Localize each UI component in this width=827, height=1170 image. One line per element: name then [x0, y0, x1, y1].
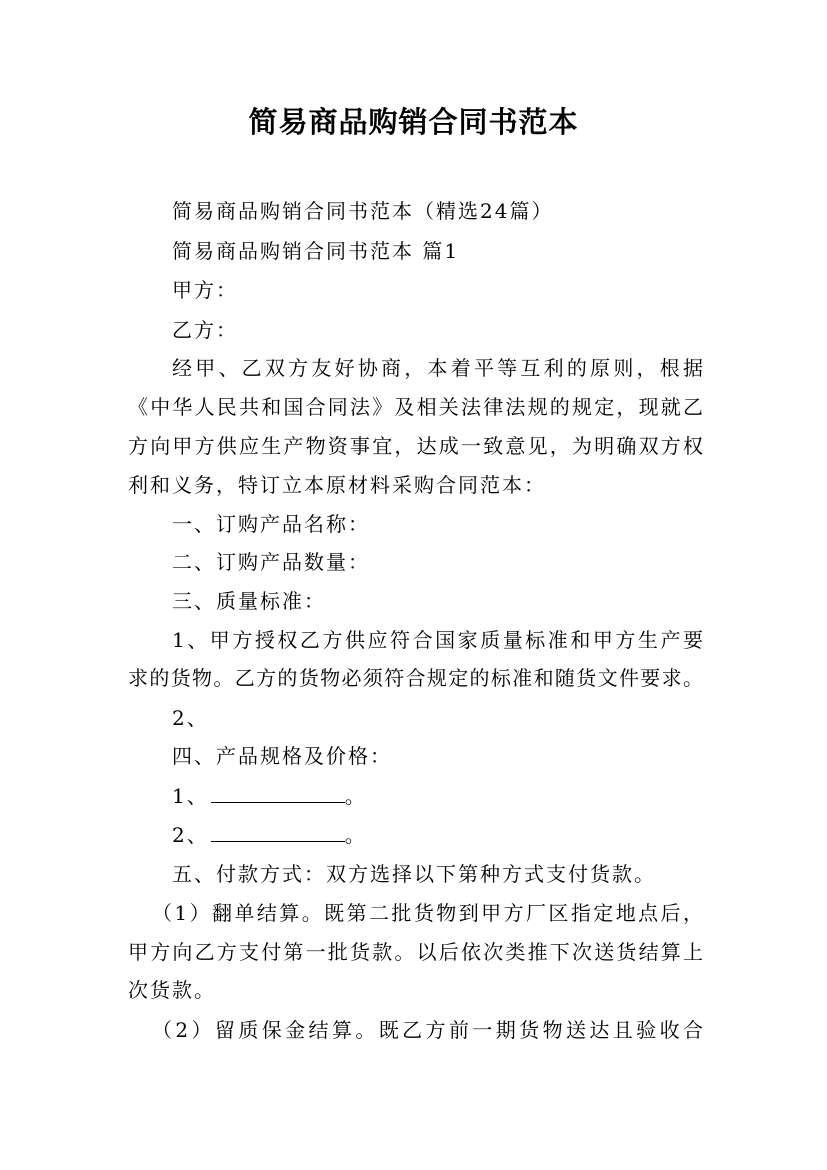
list-item: 2、: [172, 706, 209, 730]
paragraph-line: 《中华人民共和国合同法》及相关法律法规的规定，现就乙: [128, 395, 703, 419]
blank-list-item: [172, 821, 367, 849]
fill-in-blank: [211, 782, 345, 803]
clause-heading: 四、产品规格及价格：: [172, 744, 392, 768]
paragraph-line: 求的货物。乙方的货物必须符合规定的标准和随货文件要求。: [128, 666, 703, 690]
subtitle-line: 简易商品购销合同书范本（精选24篇）: [172, 199, 554, 223]
paragraph-line: 1、甲方授权乙方供应符合国家质量标准和甲方生产要: [172, 628, 703, 652]
list-number: 2、: [172, 823, 209, 847]
party-a-label: 甲方：: [172, 278, 238, 302]
section-heading: 简易商品购销合同书范本 篇1: [172, 239, 460, 263]
paragraph-line: 甲方向乙方支付第一批货款。以后依次类推下次送货结算上: [128, 940, 703, 964]
document-title: 简易商品购销合同书范本: [248, 105, 579, 139]
clause-heading: 五、付款方式：双方选择以下第种方式支付货款。: [172, 862, 656, 886]
paragraph-line: 方向甲方供应生产物资事宜，达成一致意见，为明确双方权: [128, 434, 703, 458]
fill-in-blank: [211, 821, 345, 842]
paragraph-line: （1）翻单结算。既第二批货物到甲方厂区指定地点后，: [152, 901, 703, 925]
blank-list-item: [172, 782, 367, 810]
party-b-label: 乙方：: [172, 318, 238, 342]
list-end-mark: 。: [344, 784, 367, 808]
clause-heading: 三、质量标准：: [172, 589, 326, 613]
clause-heading: 二、订购产品数量：: [172, 550, 370, 574]
paragraph-line: （2）留质保金结算。既乙方前一期货物送达且验收合: [152, 1018, 703, 1042]
list-end-mark: 。: [344, 823, 367, 847]
clause-heading: 一、订购产品名称：: [172, 512, 370, 536]
list-number: 1、: [172, 784, 209, 808]
paragraph-line: 次货款。: [128, 978, 216, 1002]
paragraph-line: 利和义务，特订立本原材料采购合同范本：: [128, 473, 546, 497]
paragraph-line: 经甲、乙双方友好协商，本着平等互利的原则，根据: [172, 356, 703, 380]
